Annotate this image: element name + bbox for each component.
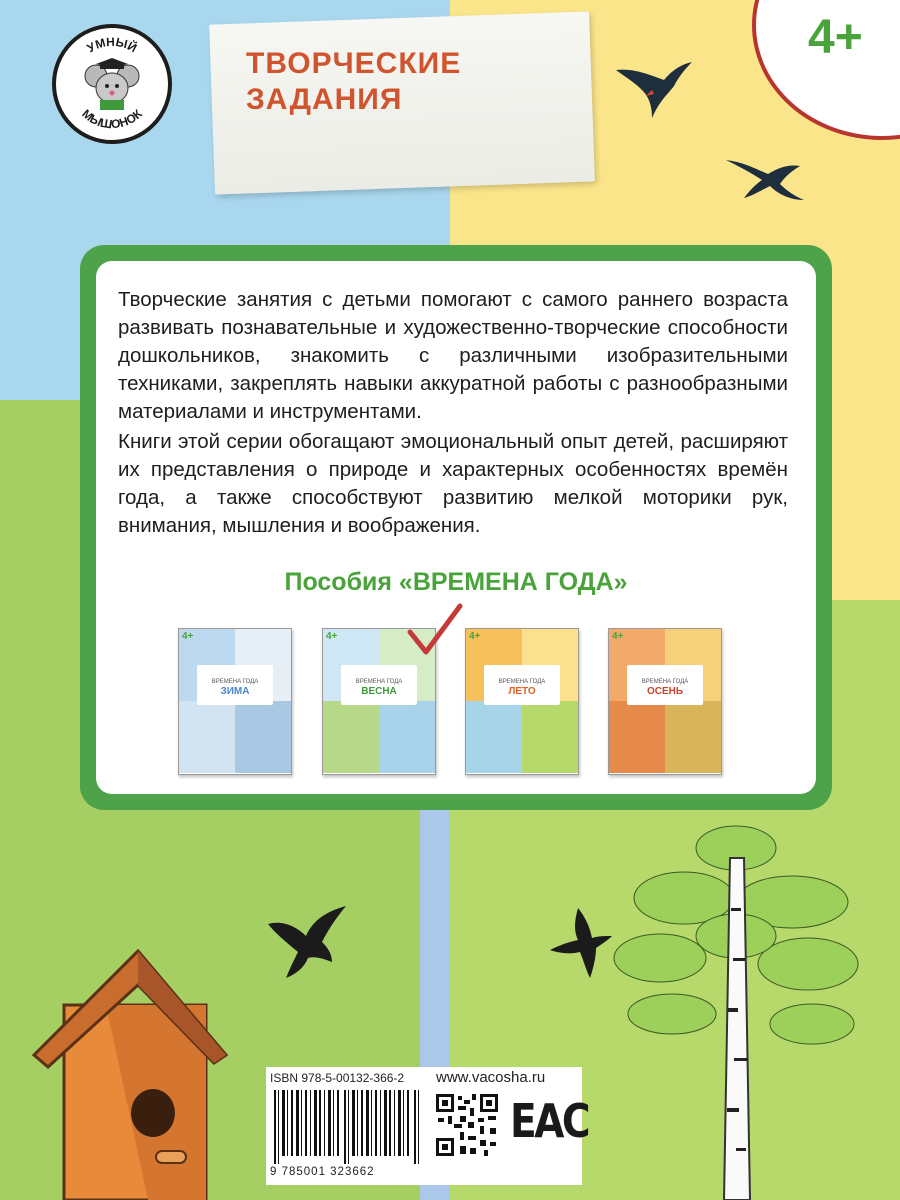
logo-text-bottom: МЫШОНОК [79,106,145,132]
book-age-badge: 4+ [182,631,194,642]
series-title: Пособия «ВРЕМЕНА ГОДА» [284,568,628,596]
description-paragraph-1: Творческие занятия с детьми помогают с самого раннего возраста развивать познавательные и художественно-творческие способности дошкольников, знакомить с различными изобразительными техниками, закреплять навыки аккуратной работы с разнообразными материалами и инструментами. [118,288,788,423]
crow-icon [544,902,614,982]
book-season-label: ЗИМА [220,686,250,697]
book-series-label: ВРЕМЕНА ГОДА [498,679,546,685]
logo-text-top: УМНЫЙ [84,34,140,56]
age-rating: 4+ [808,11,863,64]
svg-text:МЫШОНОК [79,106,145,131]
book-cover-summer [465,628,579,775]
barcode-icon [274,1090,422,1164]
crow-icon [262,902,352,982]
page-title-line2: ЗАДАНИЯ [246,83,403,116]
svg-text:УМНЫЙ [85,35,140,55]
book-cover-winter [178,628,292,775]
book-age-badge: 4+ [469,631,481,642]
birdhouse-illustration [28,945,228,1200]
book-season-label: ВЕСНА [361,686,397,697]
birch-tree-illustration [612,818,864,1200]
book-season-label: ОСЕНЬ [646,686,684,697]
mouse-icon [56,28,168,140]
book-age-badge: 4+ [612,631,624,642]
publisher-logo [52,24,172,144]
book-series-label: ВРЕМЕНА ГОДА [211,679,259,685]
book-series-label: ВРЕМЕНА ГОДА [641,679,689,685]
book-cover-autumn [608,628,722,775]
book-age-badge: 4+ [326,631,338,642]
book-series-label: ВРЕМЕНА ГОДА [355,679,403,685]
description-paragraph-2: Книги этой серии обогащают эмоциональный опыт детей, расширяют их представления о природе и характерных особенностях времён года, а также способствуют развитию мелкой моторики рук, внимания, мышления и воображения. [118,430,788,537]
swallow-icon [606,40,696,130]
book-season-label: ЛЕТО [508,686,536,697]
barcode-digits: 9 785001 323662 [270,1166,375,1178]
swallow-icon [722,150,812,210]
qr-code-icon [434,1092,500,1158]
website-link[interactable]: www.vacosha.ru [436,1069,546,1086]
isbn-text: ISBN 978-5-00132-366-2 [270,1071,405,1085]
eac-certification-mark: EAC [510,1094,589,1148]
page-title [246,46,461,118]
page-title-line1: ТВОРЧЕСКИЕ [246,47,462,80]
checkmark-icon [404,602,464,662]
